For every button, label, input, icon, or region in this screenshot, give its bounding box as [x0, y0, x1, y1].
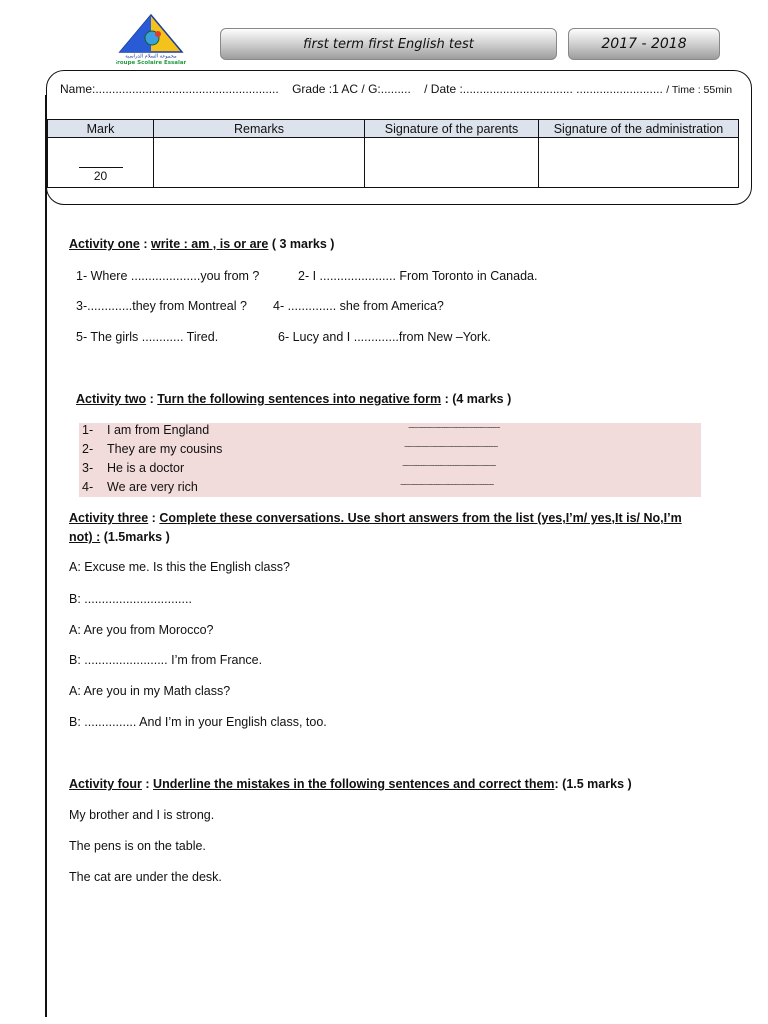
remarks-header: Remarks — [154, 120, 365, 138]
activity-three-title: Activity three : Complete these conversations. Use short answers from the list (yes,I’m/ yes,It is/ No,I’m — [69, 511, 682, 525]
conversation-line-2: A: Are you from Morocco? — [69, 623, 214, 637]
mark-header: Mark — [48, 120, 154, 138]
conversation-line-1: A: Excuse me. Is this the English class? — [69, 560, 290, 574]
mistake-sentence-2[interactable]: The pens is on the table. — [69, 839, 206, 853]
conversation-answer-3[interactable]: B: ............... And I’m in your English class, too. — [69, 715, 327, 729]
activity-one-item-6[interactable]: 6- Lucy and I .............from New –York. — [278, 330, 491, 344]
grade-field[interactable]: Grade :1 AC / G:......... — [292, 82, 411, 96]
activity-three-title-cont: not) : (1.5marks ) — [69, 530, 170, 544]
negative-item-4: 4- We are very rich — [82, 480, 198, 494]
conversation-line-3: A: Are you in my Math class? — [69, 684, 231, 698]
negative-answer-line-2[interactable]: ................................................................................................... — [404, 442, 498, 449]
negative-item-3: 3- He is a doctor — [82, 461, 185, 475]
name-field[interactable]: Name:....................................................... — [60, 82, 279, 96]
activity-one-item-3[interactable]: 3-.............they from Montreal ? — [76, 299, 247, 313]
activity-two-title: Activity two : Turn the following sentences into negative form : (4 marks ) — [76, 392, 512, 406]
negative-answer-line-1[interactable]: ................................................................................................. — [408, 423, 500, 430]
administration-signature-cell[interactable] — [539, 138, 739, 188]
activity-one-item-5[interactable]: 5- The girls ............ Tired. — [76, 330, 219, 344]
parents-signature-header: Signature of the parents — [365, 120, 539, 138]
school-year: 2017 - 2018 — [601, 36, 687, 52]
year-banner — [568, 28, 720, 60]
activity-one-item-4[interactable]: 4- .............. she from America? — [273, 299, 444, 313]
time-label: / Time : 55min — [666, 84, 733, 96]
negative-answer-line-4[interactable]: ................................................................................................... — [400, 480, 494, 487]
svg-text:مجموعة السلام الدراسية: مجموعة السلام الدراسية — [125, 53, 177, 60]
marks-table — [47, 119, 739, 188]
left-margin-line — [45, 95, 47, 1017]
mistake-sentence-1[interactable]: My brother and I is strong. — [69, 808, 215, 822]
activity-four-title: Activity four : Underline the mistakes in the following sentences and correct them: (1.5 marks ) — [69, 777, 632, 791]
mistake-sentence-3[interactable]: The cat are under the desk. — [69, 870, 222, 884]
conversation-answer-1[interactable]: B: ............................... — [69, 592, 192, 606]
date-field[interactable]: / Date :................................. .......................... — [424, 82, 663, 96]
negative-item-1: 1- I am from England — [82, 423, 210, 437]
mark-total: 20 — [79, 167, 123, 183]
remarks-cell[interactable] — [154, 138, 365, 188]
svg-text:Groupe Scolaire Essalam: Groupe Scolaire Essalam — [116, 60, 186, 66]
administration-signature-header: Signature of the administration — [539, 120, 739, 138]
school-logo — [116, 14, 186, 66]
conversation-answer-2[interactable]: B: ........................ I’m from France. — [69, 653, 263, 667]
mark-cell[interactable] — [48, 138, 154, 188]
activity-one-title: Activity one : write : am , is or are ( 3 marks ) — [69, 237, 335, 251]
activity-one-item-1[interactable]: 1- Where ....................you from ? — [76, 269, 260, 283]
negative-item-2: 2- They are my cousins — [82, 442, 223, 456]
test-title: first term first English test — [303, 36, 474, 52]
test-title-banner — [220, 28, 557, 60]
negative-answer-line-3[interactable]: ................................................................................................... — [402, 461, 496, 468]
activity-one-item-2[interactable]: 2- I ...................... From Toronto in Canada. — [298, 269, 538, 283]
student-info-row — [60, 82, 732, 96]
parents-signature-cell[interactable] — [365, 138, 539, 188]
